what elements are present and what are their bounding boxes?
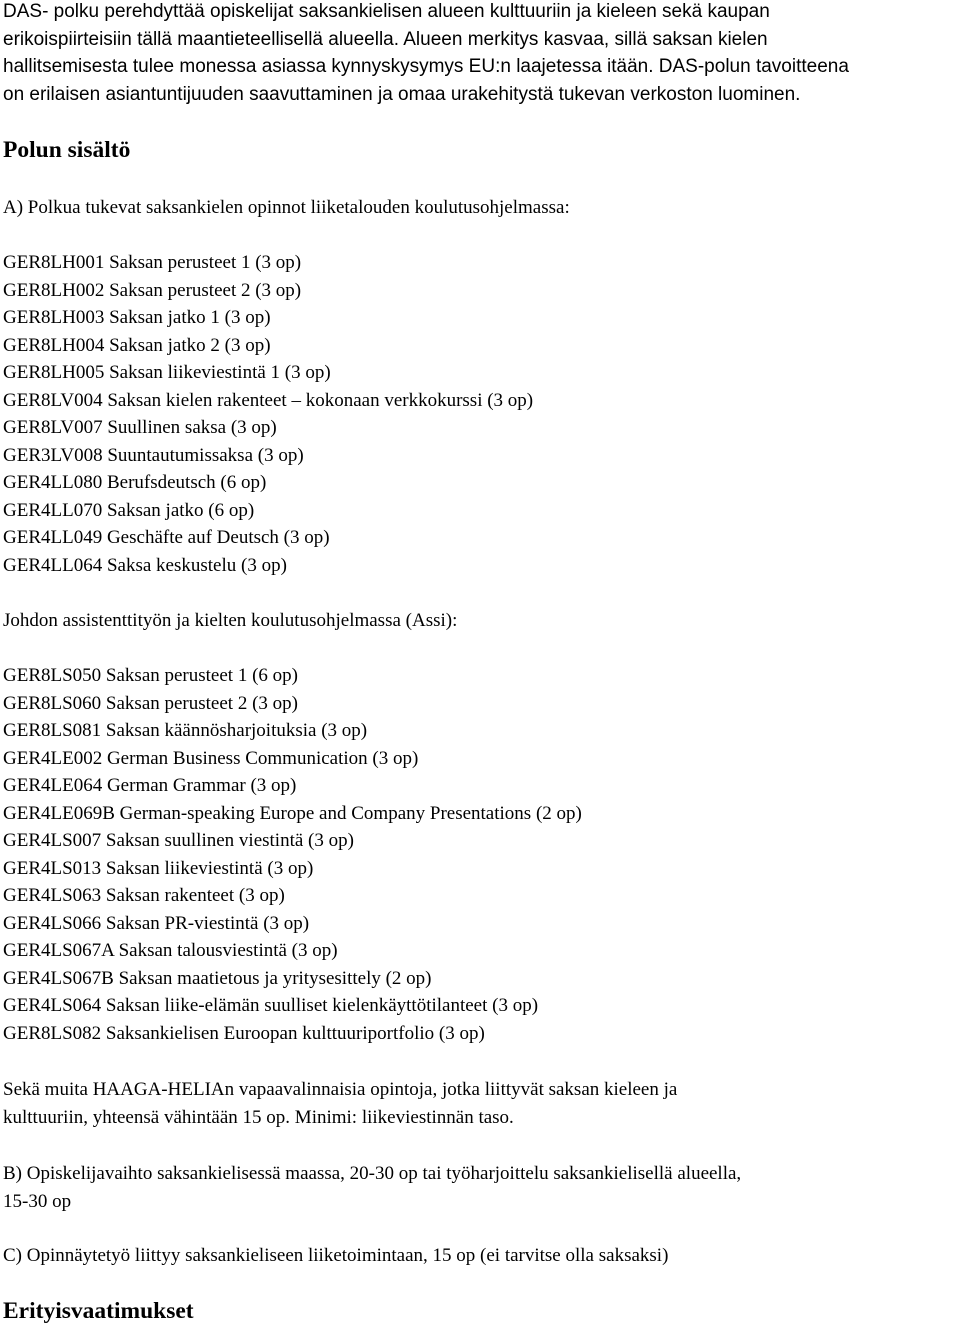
- list-item: GER8LS060 Saksan perusteet 2 (3 op): [3, 692, 298, 714]
- list-item: GER4LE064 German Grammar (3 op): [3, 775, 297, 796]
- list-item: GER4LL070 Saksan jatko (6 op): [3, 499, 255, 521]
- liiketalous-course-list: [3, 249, 533, 579]
- list-item: GER4LS067B Saksan maatietous ja yritysesittely (2 op): [3, 967, 432, 989]
- list-item: GER4LS013 Saksan liikeviestintä (3 op): [3, 857, 314, 879]
- list-item: GER4LS007 Saksan suullinen viestintä (3 op): [3, 830, 354, 851]
- section-heading-erityisvaatimukset: Erityisvaatimukset: [3, 1298, 194, 1324]
- list-item: GER4LS064 Saksan liike-elämän suulliset kielenkäyttötilanteet (3 op): [3, 995, 539, 1016]
- list-item: GER8LH003 Saksan jatko 1 (3 op): [3, 307, 271, 328]
- list-item: GER4LS063 Saksan rakenteet (3 op): [3, 885, 285, 906]
- intro-paragraph: [3, 0, 958, 108]
- list-item: GER4LS067A Saksan talousviestintä (3 op): [3, 940, 338, 961]
- electives-line: kulttuuriin, yhteensä vähintään 15 op. Minimi: liikeviestinnän taso.: [3, 1106, 514, 1128]
- part-b-paragraph: [3, 1160, 741, 1215]
- intro-line: DAS- polku perehdyttää opiskelijat saksankielisen alueen kulttuuriin ja kieleen sekä kaupan: [3, 1, 770, 22]
- assi-intro: Johdon assistenttityön ja kielten koulutusohjelmassa (Assi):: [3, 610, 458, 631]
- list-item: GER8LV004 Saksan kielen rakenteet – kokonaan verkkokurssi (3 op): [3, 389, 534, 411]
- part-a-intro: A) Polkua tukevat saksankielen opinnot liiketalouden koulutusohjelmassa:: [3, 197, 570, 218]
- part-b-line: B) Opiskelijavaihto saksankielisessä maassa, 20-30 op tai työharjoittelu saksankielisellä alueella,: [3, 1163, 742, 1184]
- list-item: GER4LE069B German-speaking Europe and Company Presentations (2 op): [3, 802, 582, 824]
- list-item: GER4LL049 Geschäfte auf Deutsch (3 op): [3, 527, 330, 548]
- list-item: GER8LS082 Saksankielisen Euroopan kulttuuriportfolio (3 op): [3, 1022, 485, 1044]
- part-c-paragraph: C) Opinnäytetyö liittyy saksankieliseen liiketoimintaan, 15 op (ei tarvitse olla saksaksi): [3, 1245, 669, 1266]
- list-item: GER4LL080 Berufsdeutsch (6 op): [3, 472, 267, 493]
- assi-course-list: [3, 662, 582, 1047]
- part-b-line: 15-30 op: [3, 1190, 72, 1212]
- list-item: GER8LS050 Saksan perusteet 1 (6 op): [3, 665, 298, 686]
- electives-line: Sekä muita HAAGA-HELIAn vapaavalinnaisia opintoja, jotka liittyvät saksan kieleen ja: [3, 1079, 678, 1100]
- intro-line: hallitsemisesta tulee monessa asiassa kynnyskysymys EU:n laajetessa itään. DAS-polun tavoitteena: [3, 56, 849, 77]
- section-heading-polun-sisalto: Polun sisältö: [3, 137, 131, 163]
- intro-line: on erilaisen asiantuntijuuden saavuttaminen ja omaa urakehitystä tukevan verkoston luominen.: [3, 83, 801, 105]
- document-page: [3, 0, 958, 1324]
- list-item: GER8LH001 Saksan perusteet 1 (3 op): [3, 252, 302, 273]
- list-item: GER8LH005 Saksan liikeviestintä 1 (3 op): [3, 362, 331, 383]
- list-item: GER8LS081 Saksan käännösharjoituksia (3 op): [3, 720, 368, 741]
- list-item: GER8LV007 Suullinen saksa (3 op): [3, 417, 277, 438]
- list-item: GER4LS066 Saksan PR-viestintä (3 op): [3, 912, 310, 934]
- list-item: GER4LL064 Saksa keskustelu (3 op): [3, 554, 287, 576]
- list-item: GER8LH004 Saksan jatko 2 (3 op): [3, 334, 271, 356]
- list-item: GER4LE002 German Business Communication (3 op): [3, 747, 419, 769]
- list-item: GER3LV008 Suuntautumissaksa (3 op): [3, 444, 304, 466]
- intro-line: erikoispiirteisiin tällä maantieteellisellä alueella. Alueen merkitys kasvaa, sillä saksan kielen: [3, 28, 768, 50]
- list-item: GER8LH002 Saksan perusteet 2 (3 op): [3, 279, 302, 301]
- electives-paragraph: [3, 1076, 677, 1131]
